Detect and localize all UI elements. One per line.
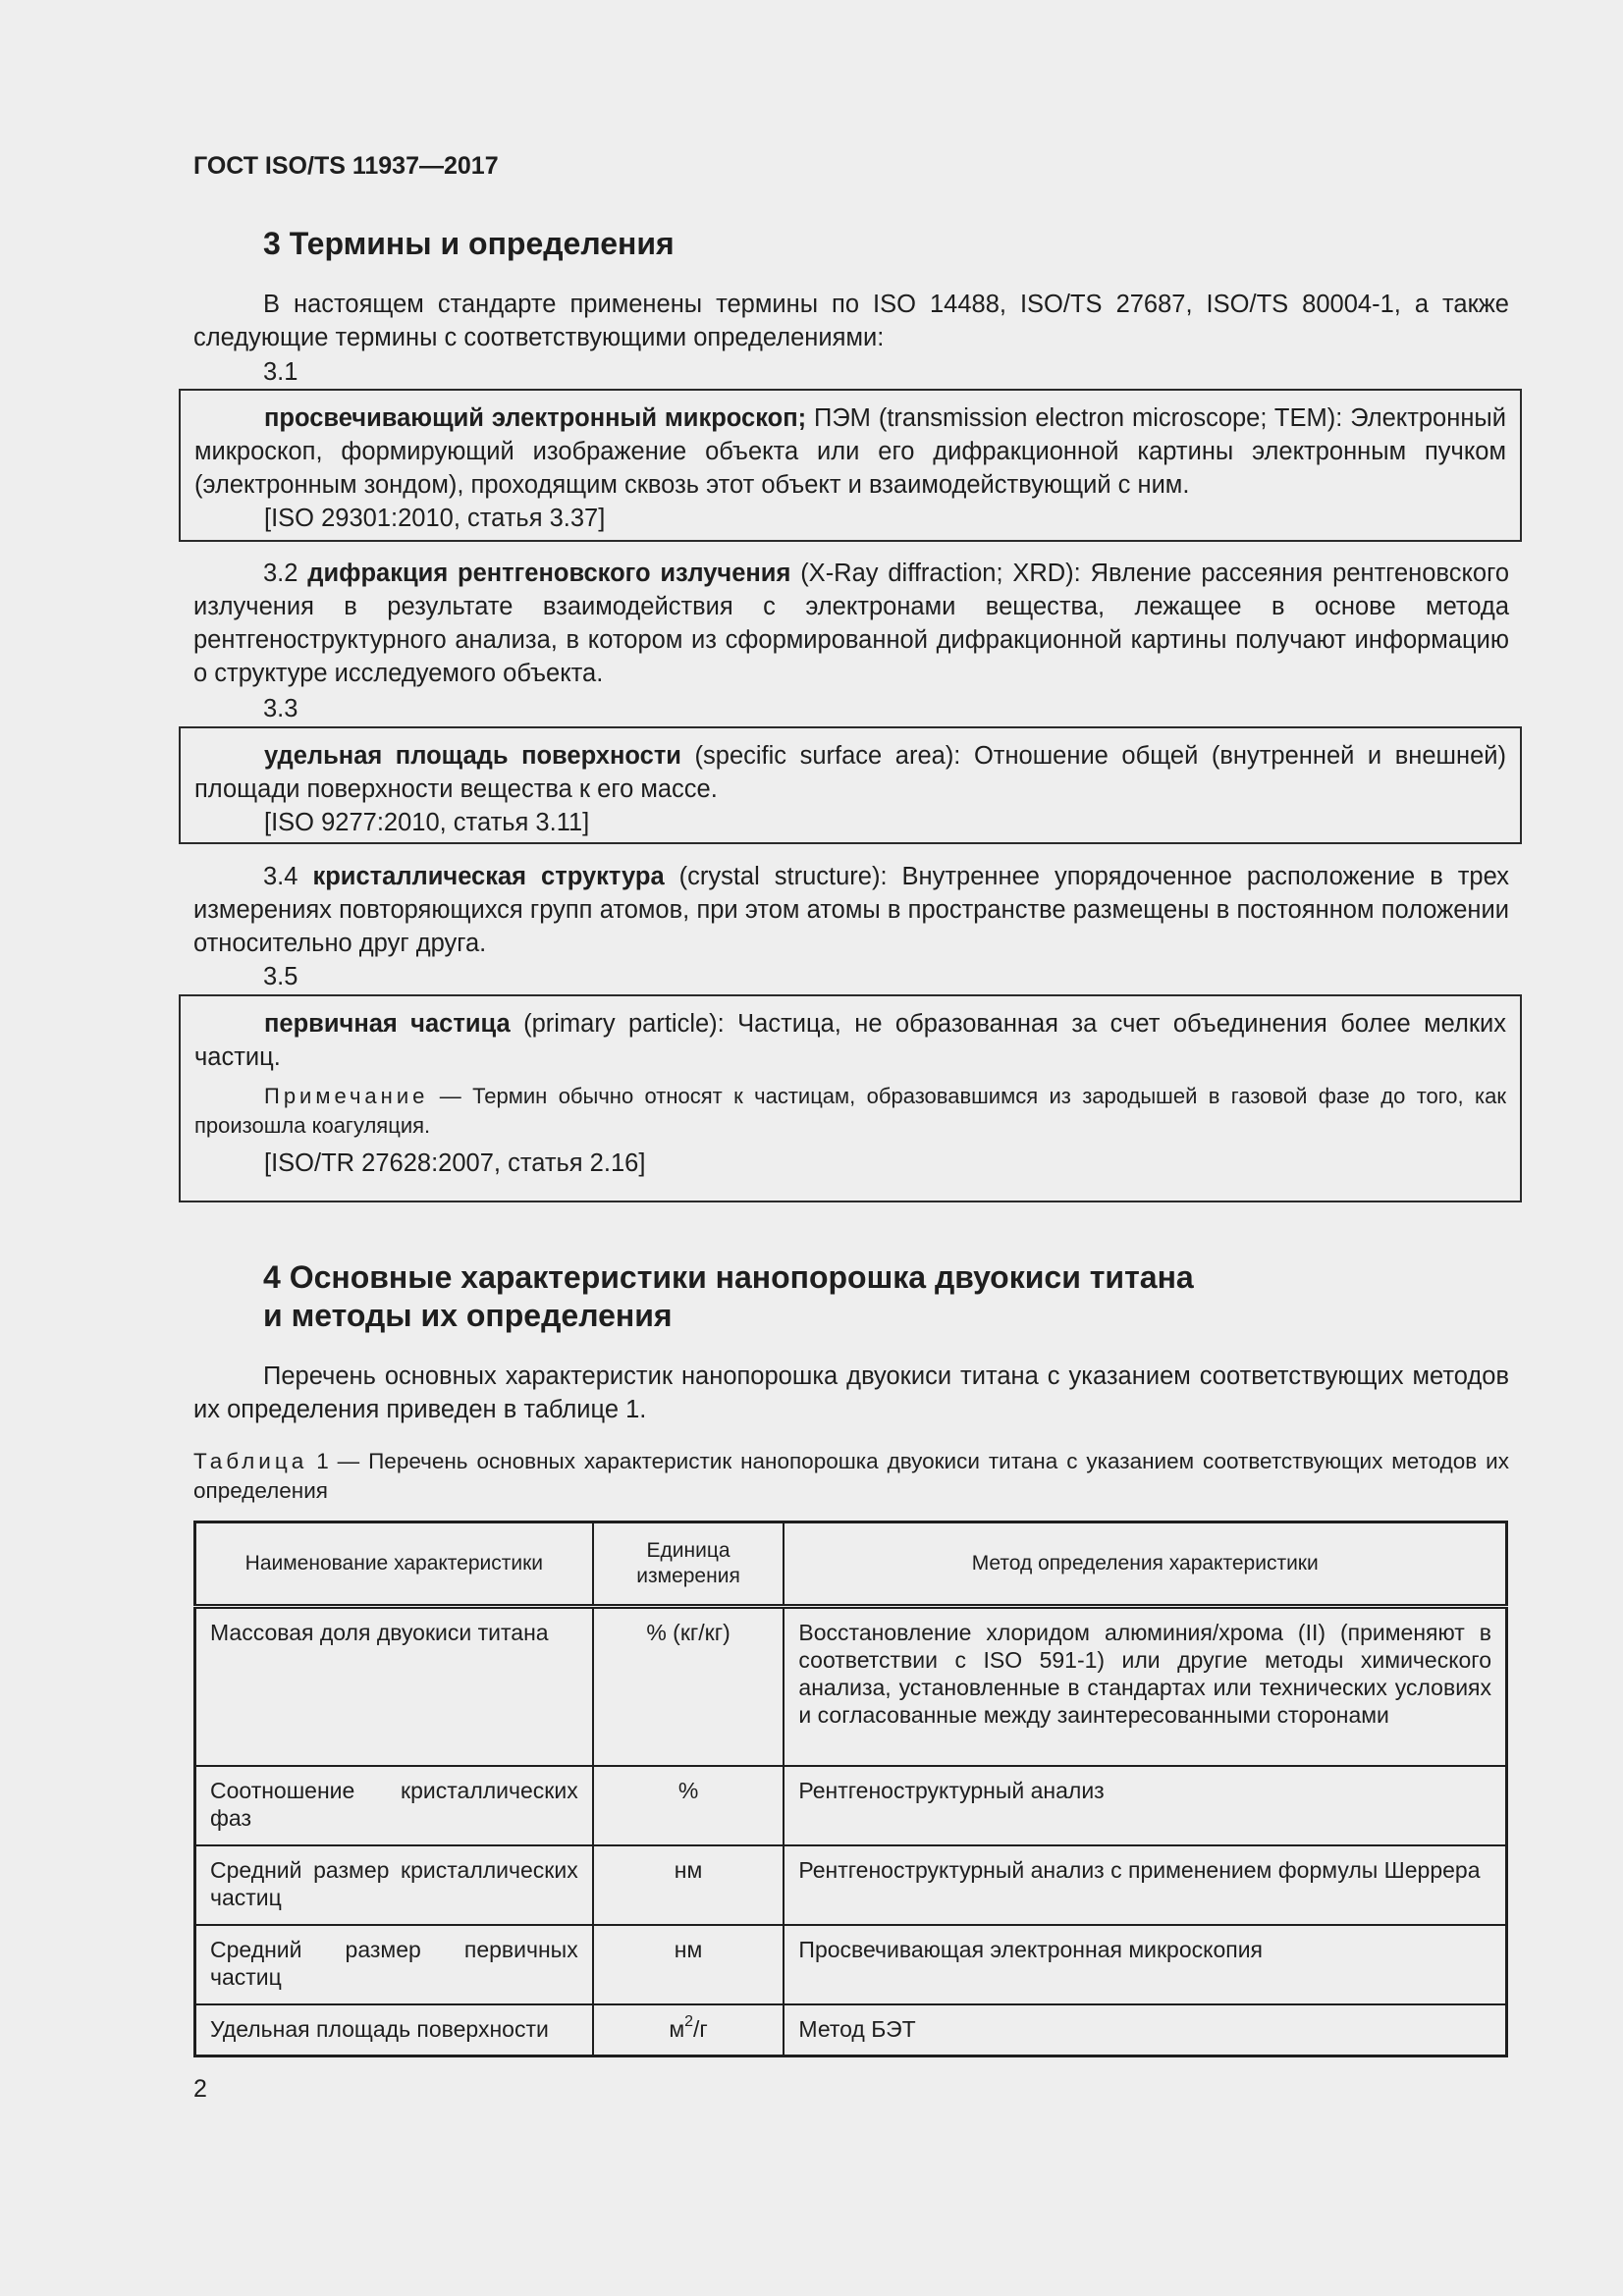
- table-caption: [193, 1447, 1509, 1506]
- cell-unit: нм: [593, 1925, 784, 2004]
- term-3-1-box: [179, 389, 1522, 542]
- cell-characteristic: Средний размер первичных частиц: [195, 1925, 593, 2004]
- cell-method: Метод БЭТ: [784, 2004, 1506, 2056]
- cell-characteristic: Удельная площадь поверхности: [195, 2004, 593, 2056]
- cell-unit: [593, 2004, 784, 2056]
- cell-characteristic: Соотношение кристаллических фаз: [195, 1766, 593, 1845]
- cell-method: Восстановление хлоридом алюминия/хрома (II) (применяют в соответствии с ISO 591-1) или другие методы химического анализа, установленные в стандартах или технических условиях и согласованные между заинтересованными сторонами: [784, 1607, 1506, 1766]
- cell-characteristic: Массовая доля двуокиси титана: [195, 1607, 593, 1766]
- term-3-2-definition: [193, 557, 1509, 690]
- term-3-2-term: дифракция рентгеновского излучения: [307, 560, 791, 587]
- term-3-1-source: [ISO 29301:2010, статья 3.37]: [264, 505, 606, 532]
- term-3-1-definition: [194, 401, 1506, 502]
- cell-method: Рентгеноструктурный анализ с применением формулы Шеррера: [784, 1845, 1506, 1925]
- term-3-5-term: первичная частица: [264, 1010, 511, 1038]
- document-header: ГОСТ ISO/TS 11937—2017: [193, 152, 499, 180]
- table-caption-label: Таблица: [193, 1449, 308, 1473]
- note-text: — Термин обычно относят к частицам, образовавшимся из зародышей в газовой фазе до того, как произошла коагуляция.: [194, 1084, 1506, 1138]
- term-3-3-definition: [194, 739, 1506, 806]
- table-row: [195, 2004, 1507, 2056]
- term-3-3-source: [ISO 9277:2010, статья 3.11]: [264, 809, 590, 836]
- table-row: [195, 1766, 1507, 1845]
- characteristics-table: [193, 1521, 1508, 2057]
- section-3-title: 3 Термины и определения: [263, 226, 675, 261]
- term-3-5-box: [179, 994, 1522, 1202]
- term-3-1-term: просвечивающий электронный микроскоп;: [264, 404, 807, 432]
- term-3-5-source: [ISO/TR 27628:2007, статья 2.16]: [264, 1149, 646, 1177]
- term-3-3-number: 3.3: [263, 695, 298, 722]
- term-3-4-text: (crystal structure): Внутреннее упорядоченное расположение в трех измерениях повторяющихся групп атомов, при этом атомы в пространстве размещены в постоянном положении относительно друг друга.: [193, 863, 1509, 957]
- note-label: Примечание: [264, 1084, 429, 1108]
- unit-base: м: [669, 2015, 685, 2042]
- term-3-5-number: 3.5: [263, 963, 298, 990]
- term-3-5-text: (primary particle): Частица, не образованная за счет объединения более мелких частиц.: [194, 1010, 1506, 1071]
- cell-unit: нм: [593, 1845, 784, 1925]
- unit-suffix: /г: [693, 2015, 708, 2042]
- page-number: 2: [193, 2075, 207, 2103]
- term-3-2-text: (X-Ray diffraction; XRD): Явление рассеяния рентгеновского излучения в результате взаимодействия с электронами вещества, лежащее в основе метода рентгеноструктурного анализа, в котором из сформированной дифракционной картины получают информацию о структуре исследуемого объекта.: [193, 560, 1510, 687]
- table-row: [195, 1925, 1507, 2004]
- cell-method: Просвечивающая электронная микроскопия: [784, 1925, 1506, 2004]
- term-3-3-term: удельная площадь поверхности: [264, 742, 681, 770]
- term-3-1-number: 3.1: [263, 358, 298, 386]
- cell-characteristic: Средний размер кристаллических частиц: [195, 1845, 593, 1925]
- header-unit: Единица измерения: [593, 1522, 784, 1607]
- term-3-4-term: кристаллическая структура: [312, 863, 665, 890]
- term-3-4-number: 3.4: [263, 863, 298, 890]
- section-3-intro: В настоящем стандарте применены термины по ISO 14488, ISO/TS 27687, ISO/TS 80004-1, а также следующие термины с соответствующими определениями:: [193, 291, 1509, 351]
- cell-unit: %: [593, 1766, 784, 1845]
- term-3-2-number: 3.2: [263, 560, 298, 587]
- term-3-5-note: [194, 1082, 1506, 1141]
- cell-unit: % (кг/кг): [593, 1607, 784, 1766]
- term-3-3-box: [179, 726, 1522, 844]
- cell-method: Рентгеноструктурный анализ: [784, 1766, 1506, 1845]
- header-characteristic: Наименование характеристики: [195, 1522, 593, 1607]
- section-4-title-line-1: 4 Основные характеристики нанопорошка двуокиси титана: [263, 1259, 1194, 1295]
- unit-superscript: 2: [684, 2012, 694, 2030]
- term-3-5-definition: [194, 1007, 1506, 1074]
- table-row: [195, 1607, 1507, 1766]
- section-4-intro: Перечень основных характеристик нанопорошка двуокиси титана с указанием соответствующих методов их определения приведен в таблице 1.: [193, 1362, 1509, 1423]
- term-3-3-text: (specific surface area): Отношение общей (внутренней и внешней) площади поверхности вещества к его массе.: [194, 742, 1506, 803]
- term-3-4-definition: [193, 860, 1509, 960]
- table-row: [195, 1845, 1507, 1925]
- table-header-row: [195, 1522, 1507, 1607]
- section-4-title-line-2: и методы их определения: [263, 1298, 673, 1333]
- term-3-1-text: ПЭМ (transmission electron microscope; TEM): Электронный микроскоп, формирующий изображение объекта или его дифракционной картины электронным пучком (электронным зондом), проходящим сквозь этот объект и взаимодействующий с ним.: [194, 404, 1506, 499]
- header-method: Метод определения характеристики: [784, 1522, 1506, 1607]
- table-caption-text: 1 — Перечень основных характеристик нанопорошка двуокиси титана с указанием соответствующих методов их определения: [193, 1449, 1509, 1503]
